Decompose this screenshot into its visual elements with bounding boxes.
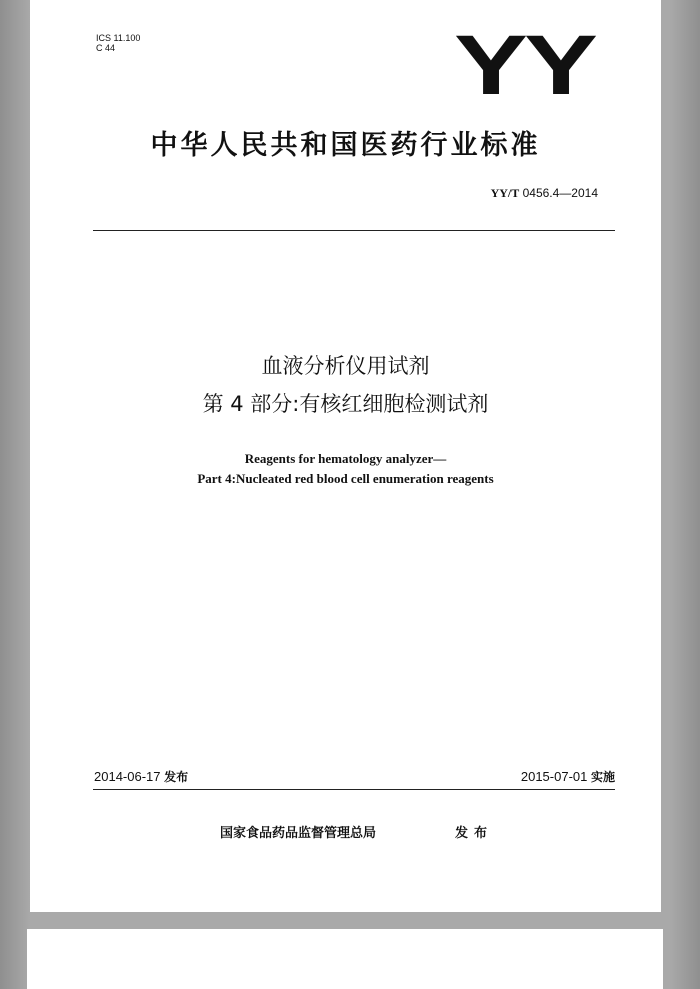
implement-label: 实施 <box>590 770 615 784</box>
top-divider <box>93 230 615 231</box>
english-title-line-2: Part 4:Nucleated red blood cell enumeration reagents <box>197 471 494 486</box>
classification-codes <box>96 33 140 53</box>
issue-label: 发布 <box>455 826 494 841</box>
issuing-authority: 国家食品药品监督管理总局 <box>220 826 377 841</box>
bottom-divider <box>93 789 615 790</box>
next-page-edge <box>27 929 663 989</box>
document-page <box>30 0 661 912</box>
ics-code: ICS 11.100 <box>96 33 141 43</box>
chinese-title-line-2: 第 4 部分:有核红细胞检测试剂 <box>202 392 489 416</box>
chinese-title-line-1: 血液分析仪用试剂 <box>261 354 430 378</box>
publish-label: 发布 <box>164 770 189 784</box>
publish-date-value: 2014-06-17 <box>94 769 161 784</box>
publish-date <box>94 768 188 785</box>
standard-number-code: 0456.4—2014 <box>522 186 598 200</box>
standard-number-prefix: YY/T <box>490 186 520 200</box>
english-title-line-1: Reagents for hematology analyzer— <box>244 451 447 466</box>
standard-category-title: 中华人民共和国医药行业标准 <box>150 130 541 161</box>
ccs-code: C 44 <box>96 43 116 53</box>
yy-logo: YY <box>454 18 595 112</box>
implement-date-value: 2015-07-01 <box>520 769 588 784</box>
standard-number <box>491 186 598 201</box>
implement-date <box>521 768 615 785</box>
